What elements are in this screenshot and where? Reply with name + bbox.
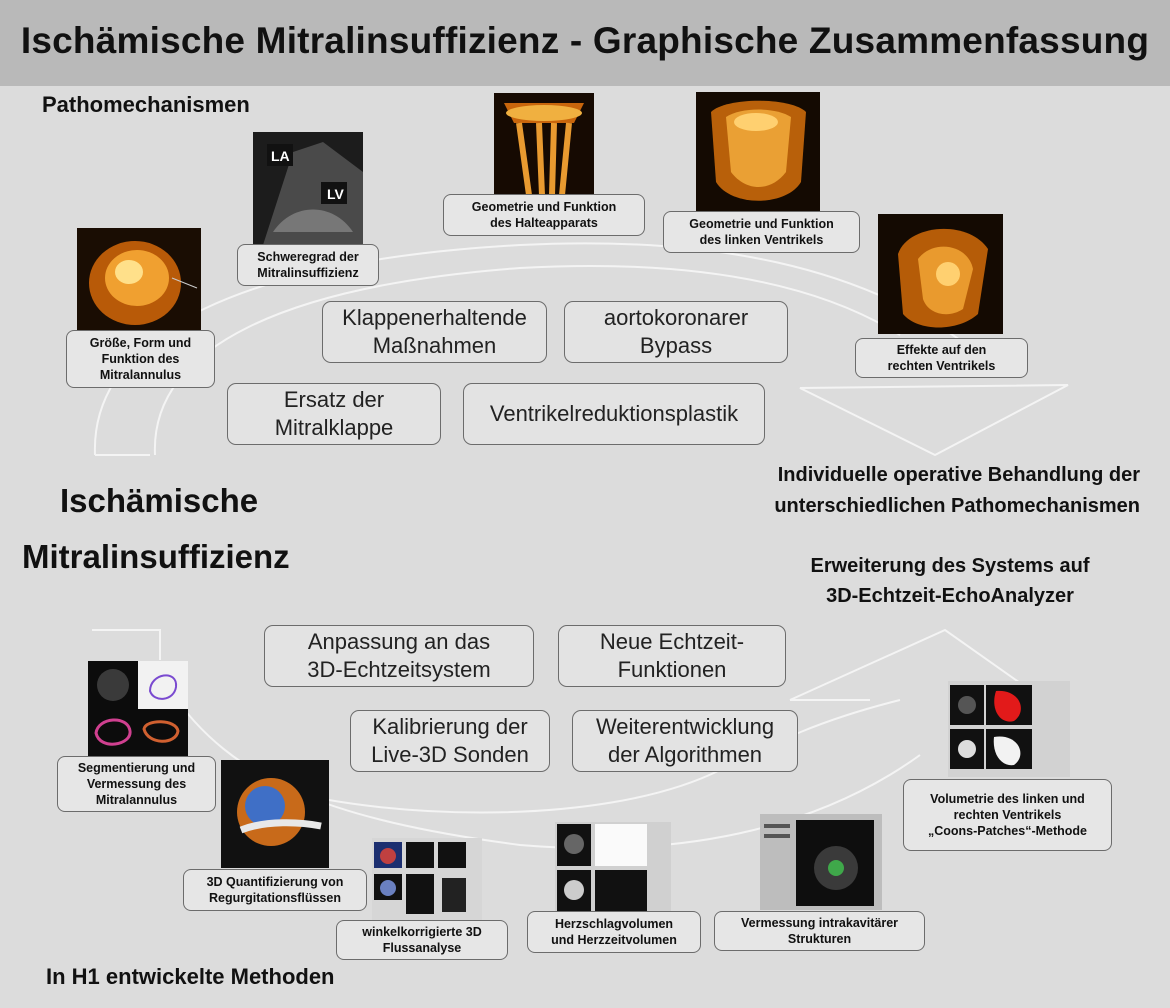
left-ventricle-image: [696, 92, 820, 212]
caption-schweregrad: Schweregrad der Mitralinsuffizienz: [237, 244, 379, 286]
heading-mitralinsuffizienz: Mitralinsuffizienz: [22, 538, 290, 575]
caption-linker-ventrikel: Geometrie und Funktion des linken Ventrikels: [663, 211, 860, 253]
heading-pathomechanismen: Pathomechanismen: [42, 92, 250, 117]
caption-herzschlagvolumen: Herzschlagvolumen und Herzzeitvolumen: [527, 911, 701, 953]
lv-label: LV: [327, 186, 344, 202]
caption-rechter-ventrikel: Effekte auf den rechten Ventrikels: [855, 338, 1028, 378]
caption-mitralannulus: Größe, Form und Funktion des Mitralannulus: [66, 330, 215, 388]
box-anpassung: Anpassung an das 3D-Echtzeitsystem: [264, 625, 534, 687]
heading-ischaemische: Ischämische: [60, 482, 259, 519]
stroke-volume-image: [555, 822, 671, 914]
regurgitation-flow-image: [221, 760, 329, 868]
box-weiterentwicklung: Weiterentwicklung der Algorithmen: [572, 710, 798, 772]
mitral-annulus-image: [77, 228, 201, 331]
heading-methoden: In H1 entwickelte Methoden: [46, 964, 335, 989]
box-kalibrierung: Kalibrierung der Live-3D Sonden: [350, 710, 550, 772]
top-arc-arrowhead: [800, 385, 1068, 455]
caption-segmentierung: Segmentierung und Vermessung des Mitralannulus: [57, 756, 216, 812]
caption-volumetrie: Volumetrie des linken und rechten Ventrikels „Coons-Patches“-Methode: [903, 779, 1112, 851]
box-ventrikelreduktion: Ventrikelreduktionsplastik: [463, 383, 765, 445]
caption-winkelkorrigiert: winkelkorrigierte 3D Flussanalyse: [336, 920, 508, 960]
echo-la-lv-image: [253, 132, 363, 245]
heading-individuelle-behandlung: Individuelle operative Behandlung der unterschiedlichen Pathomechanismen: [774, 464, 1140, 517]
volumetry-image: [948, 681, 1070, 777]
intracavitary-image: [760, 814, 882, 910]
flow-analysis-image: [372, 838, 482, 922]
heading-erweiterung: Erweiterung des Systems auf 3D-Echtzeit-EchoAnalyzer: [810, 555, 1090, 607]
caption-intrakavitaer: Vermessung intrakavitärer Strukturen: [714, 911, 925, 951]
la-label: LA: [271, 148, 290, 164]
page-title: Ischämische Mitralinsuffizienz - Graphische Zusammenfassung: [20, 20, 1150, 61]
bottom-bracket: [92, 630, 160, 660]
box-neue-echtzeit: Neue Echtzeit- Funktionen: [558, 625, 786, 687]
right-ventricle-image: [878, 214, 1003, 334]
papillary-apparatus-image: [494, 93, 594, 195]
caption-halteapparat: Geometrie und Funktion des Halteapparats: [443, 194, 645, 236]
box-ersatz-mitralklappe: Ersatz der Mitralklappe: [227, 383, 441, 445]
box-aortokoronarer-bypass: aortokoronarer Bypass: [564, 301, 788, 363]
segmentation-image: [88, 661, 188, 757]
box-klappenerhaltende: Klappenerhaltende Maßnahmen: [322, 301, 547, 363]
caption-quantifizierung: 3D Quantifizierung von Regurgitationsflüssen: [183, 869, 367, 911]
